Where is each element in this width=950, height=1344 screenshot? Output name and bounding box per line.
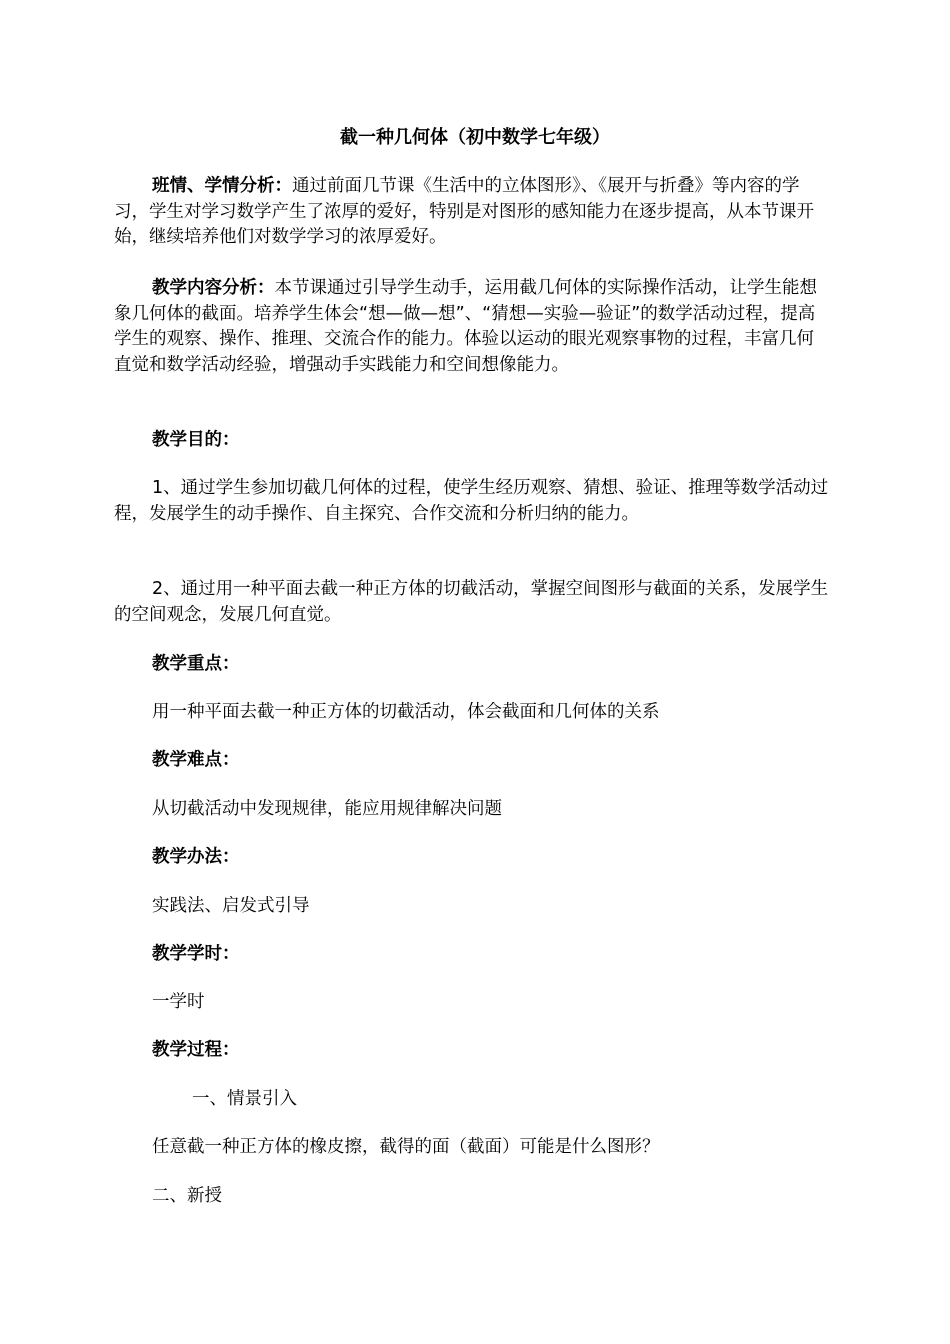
method-text: 实践法、启发式引导 — [152, 896, 310, 916]
process-heading: 教学过程： — [152, 1040, 240, 1060]
method-heading: 教学办法： — [152, 847, 240, 867]
class-analysis-text: 通过前面几节课《生活中的立体图形》、《展开与折叠》等内容的学习，学生对学习数学产生了浓厚的爱好，特别是对图形的感知能力在逐步提高，从本节课开始，继续培养他们对数学学习的浓厚爱好。 — [114, 176, 814, 247]
document-title: 截一种几何体（初中数学七年级） — [340, 127, 610, 148]
content-analysis-paragraph — [114, 276, 830, 378]
content-analysis-text: 本节课通过引导学生动手，运用截几何体的实际操作活动，让学生能想象几何体的截面。培养学生体会“想—做—想”、“猜想—实验—验证”的数学活动过程，提高学生的观察、操作、推理、交流合作的能力。体验以运动的眼光观察事物的过程，丰富几何直觉和数学活动经验，增强动手实践能力和空间想像能力。 — [114, 278, 817, 375]
content-analysis-label: 教学内容分析： — [152, 278, 275, 298]
class-analysis-paragraph — [114, 174, 830, 251]
hours-text: 一学时 — [152, 992, 205, 1012]
objectives-heading: 教学目的： — [152, 430, 240, 450]
key-point-heading: 教学重点： — [152, 654, 240, 674]
hours-heading: 教学学时： — [152, 944, 240, 964]
process-question: 任意截一种正方体的橡皮擦，截得的面（截面）可能是什么图形？ — [152, 1137, 660, 1157]
key-point-text: 用一种平面去截一种正方体的切截活动，体会截面和几何体的关系 — [152, 702, 660, 722]
objective-item-1: 1、通过学生参加切截几何体的过程，使学生经历观察、猜想、验证、推理等数学活动过程，发展学生的动手操作、自主探究、合作交流和分析归纳的能力。 — [114, 478, 829, 524]
class-analysis-label: 班情、学情分析： — [152, 176, 292, 196]
process-step-2: 二、新授 — [152, 1186, 222, 1206]
difficulty-text: 从切截活动中发现规律，能应用规律解决问题 — [152, 799, 502, 819]
process-step-1: 一、情景引入 — [192, 1089, 297, 1109]
difficulty-heading: 教学难点： — [152, 750, 240, 770]
objective-item-2: 2、通过用一种平面去截一种正方体的切截活动，掌握空间图形与截面的关系，发展学生的空间观念，发展几何直觉。 — [114, 579, 829, 625]
